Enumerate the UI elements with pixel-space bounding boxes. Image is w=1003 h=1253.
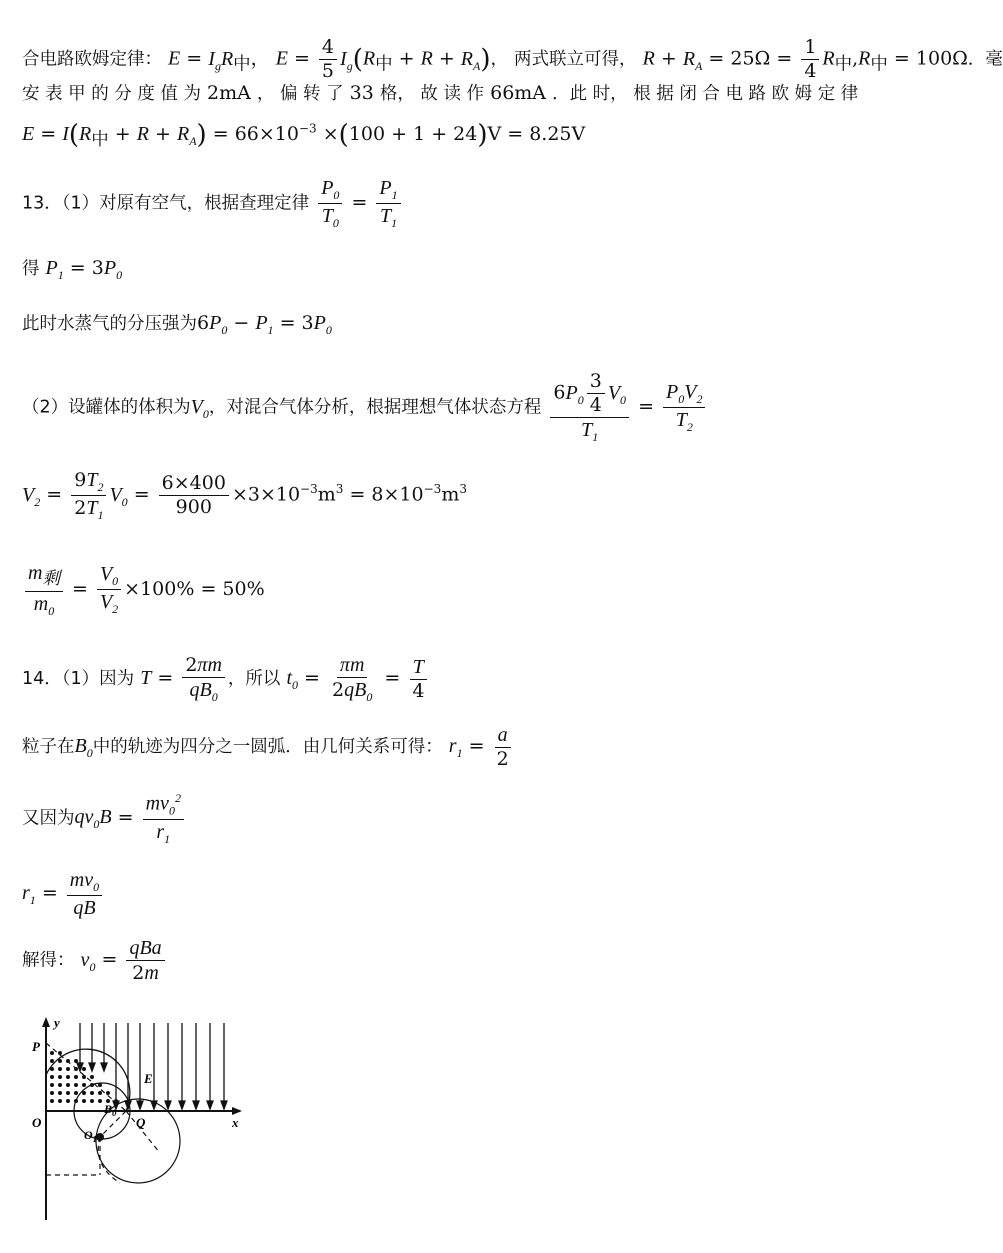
physics-diagram xyxy=(20,1015,280,1225)
q13-line-5: $V_2$ = $\frac{9T_2}{2T_1}$ $V_0$ = $\frac{6\times 400}{900}$ $\times 3\times 10^{-3}m^3 = 8\times 10^{-3}m^3$ xyxy=(22,469,467,522)
label-b0: $B_0$ xyxy=(104,1102,117,1118)
q13-line-4: （2）设罐体的体积为$V_0$，对混合气体分析，根据理想气体状态方程 $6P_0$ $\frac{3}{4}$ $V_0$ $T_1$ = $\frac{P_0V_2}{T_2}$ xyxy=(22,372,708,443)
q14-line-1: 14．（1）因为 T = $\frac{2\pi m}{qB_0}$ ，所以 $t_0$ = $\frac{\pi m}{2qB_0}$ = $\frac{T}{4}$ xyxy=(22,655,430,703)
q14-line-4: $r_1$ = $\frac{mv_0}{qB}$ xyxy=(22,870,105,918)
text-line-1: 合电路欧姆定律： $E = I_gR_中$， E = $\frac{4}{5}$ $I_g(R_中 + R + R_A)$， 两式联立可得， $R + R_A = 25\Omega$ = $\frac{1}{4}$ $R_中,R_中 = 100\Omega$．毫 xyxy=(22,36,1003,82)
q13-line-2: 得 $P_1 = 3P_0$ xyxy=(22,257,123,282)
label-p: P xyxy=(32,1039,40,1054)
q14-line-2: 粒子在$B_0$中的轨迹为四分之一圆弧．由几何关系可得： $r_1$ = $\frac{a}{2}$ xyxy=(22,724,509,770)
text-line-2: 安 表 甲 的 分 度 值 为 2mA ， 偏 转 了 33 格， 故 读 作 66mA ．此 时， 根 据 闭 合 电 路 欧 姆 定 律 xyxy=(22,82,859,104)
q14-line-5: 解得： $v_0$ = $\frac{\text{qBa}}{2m}$ xyxy=(22,938,168,983)
field-arrows xyxy=(77,1023,227,1109)
label-y: y xyxy=(54,1015,60,1030)
magnetic-field-dots xyxy=(50,1051,118,1103)
label-o: O xyxy=(32,1115,42,1130)
label-e: E xyxy=(144,1071,153,1086)
q14-line-3: 又因为$qv_0B$ = $\frac{mv_0^2}{r_1}$ xyxy=(22,792,187,845)
q13-line-3: 此时水蒸气的分压强为$6P_0 - P_1 = 3P_0$ xyxy=(22,312,332,337)
eq-ohm-1: E xyxy=(168,47,181,70)
q13-line-6: $\frac{m_剩}{m_0}$ = $\frac{V_0}{V_2}$ ×100% = 50% xyxy=(22,563,265,617)
q13-line-1: 13．（1）对原有空气，根据查理定律 $\frac{P_0}{T_0}$ = $\frac{P_1}{T_1}$ xyxy=(22,178,404,229)
center-point-o1 xyxy=(96,1133,104,1141)
x-axis-arrow xyxy=(232,1107,242,1115)
lead-text: 合电路欧姆定律： xyxy=(22,49,162,70)
y-axis-arrow xyxy=(42,1017,50,1027)
mid-text: 两式联立可得， xyxy=(514,49,637,70)
label-x: x xyxy=(232,1115,239,1130)
label-q: Q xyxy=(136,1115,146,1130)
label-o1: $O_1$ xyxy=(84,1128,98,1144)
eq-emf: $E = I(R_中 + R + R_A) = 66\times 10^{-3} \times(100 + 1 + 24)V = 8.25V$ xyxy=(22,120,586,150)
